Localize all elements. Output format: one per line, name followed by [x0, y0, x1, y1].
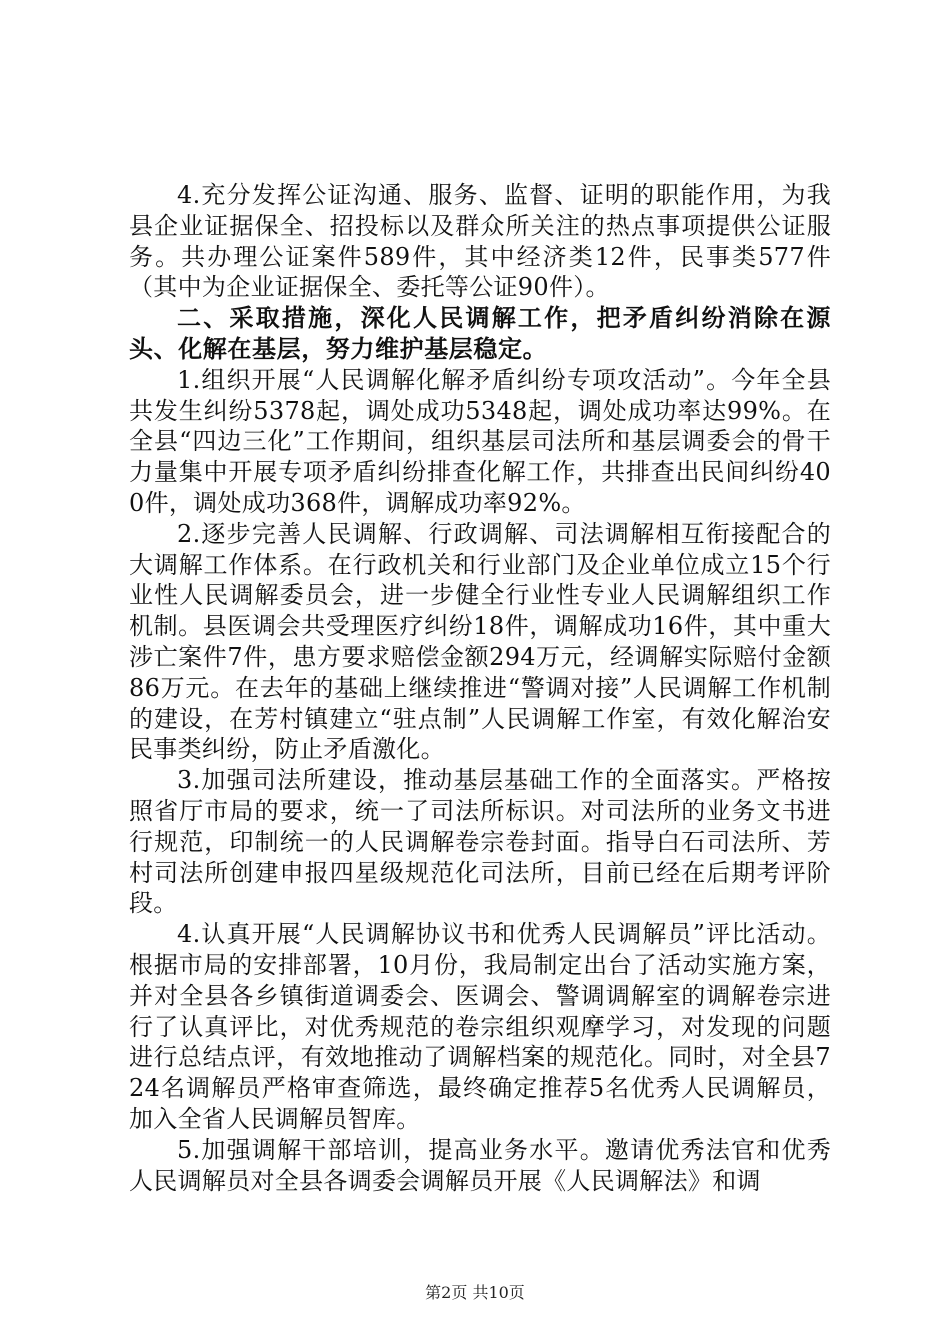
paragraph-judicial-office: 3.加强司法所建设，推动基层基础工作的全面落实。严格按照省厅市局的要求，统一了司法所标识。对司法所的业务文书进行规范，印制统一的人民调解卷宗卷封面。指导白石司法所、芳村司法所创建申报四星级规范化司法所，目前已经在后期考评阶段。: [129, 766, 831, 918]
section-heading-mediation: 二、采取措施，深化人民调解工作，把矛盾纠纷消除在源头、化解在基层，努力维护基层稳定。: [129, 304, 831, 363]
paragraph-mediation-campaign: 1.组织开展“人民调解化解矛盾纠纷专项攻活动”。今年全县共发生纠纷5378起，调处成功5348起，调处成功率达99%。在全县“四边三化”工作期间，组织基层司法所和基层调委会的骨干力量集中开展专项矛盾纠纷排查化解工作，共排查出民间纠纷400件，调处成功368件，调解成功率92%。: [129, 365, 831, 517]
page-number-footer: 第2页 共10页: [425, 1283, 525, 1302]
paragraph-appraisal-activity: 4.认真开展“人民调解协议书和优秀人民调解员”评比活动。根据市局的安排部署，10月份，我局制定出台了活动实施方案，并对全县各乡镇街道调委会、医调会、警调调解室的调解卷宗进行了认真评比，对优秀规范的卷宗组织观摩学习，对发现的问题进行总结点评，有效地推动了调解档案的规范化。同时，对全县724名调解员严格审查筛选，最终确定推荐5名优秀人民调解员，加入全省人民调解员智库。: [129, 920, 831, 1133]
paragraph-mediation-system: 2.逐步完善人民调解、行政调解、司法调解相互衔接配合的大调解工作体系。在行政机关和行业部门及企业单位成立15个行业性人民调解委员会，进一步健全行业性专业人民调解组织工作机制。县医调会共受理医疗纠纷18件，调解成功16件，其中重大涉亡案件7件，患方要求赔偿金额294万元，经调解实际赔付金额86万元。在去年的基础上继续推进“警调对接”人民调解工作机制的建设，在芳村镇建立“驻点制”人民调解工作室，有效化解治安民事类纠纷，防止矛盾激化。: [129, 519, 831, 764]
paragraph-training: 5.加强调解干部培训，提高业务水平。邀请优秀法官和优秀人民调解员对全县各调委会调解员开展《人民调解法》和调: [129, 1135, 831, 1195]
document-body: [129, 180, 831, 1196]
paragraph-notary-services: 4.充分发挥公证沟通、服务、监督、证明的职能作用，为我县企业证据保全、招投标以及群众所关注的热点事项提供公证服务。共办理公证案件589件，其中经济类12件，民事类577件（其中为企业证据保全、委托等公证90件）。: [129, 181, 831, 302]
